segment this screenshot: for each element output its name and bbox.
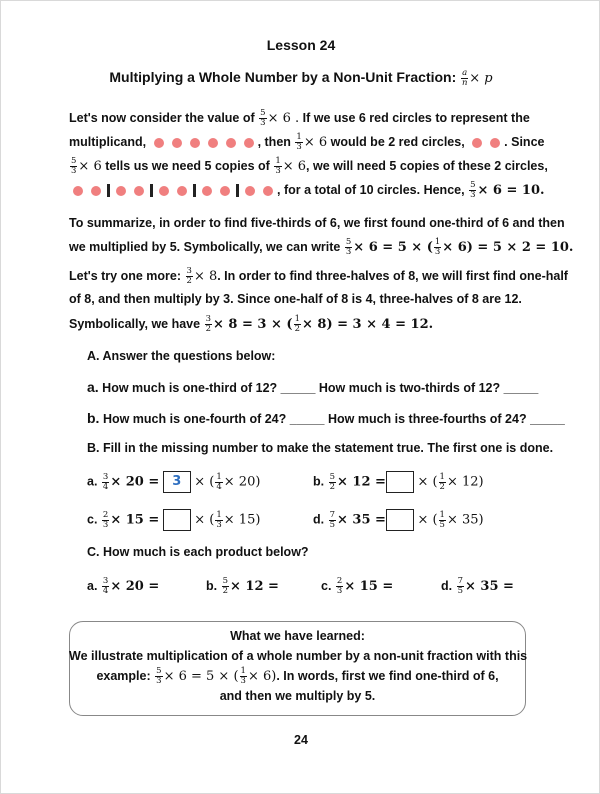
para3-line3 — [69, 315, 433, 334]
p1-text: tells us we need 5 copies of — [105, 158, 270, 173]
item-label: a. — [87, 474, 98, 489]
section-b-item-c — [87, 509, 260, 531]
learned-text: . In words, first we find one-third of 6, — [276, 668, 499, 683]
item-label: d. — [313, 512, 325, 527]
two-red-circles — [468, 135, 504, 149]
question-letter: a. — [87, 379, 99, 395]
fraction-1-3: $\frac{1}{3}$ — [216, 509, 222, 530]
fraction-a-n: 𝑎 𝑛 — [461, 68, 468, 88]
math-expr: × 6 = 10. — [477, 182, 545, 198]
math-expr: × 20 = — [110, 474, 160, 490]
fraction-3-2: $\frac{3}{2}$ — [205, 314, 211, 334]
math-expr: × 8 = 3 × ( — [213, 316, 293, 332]
math-expr: × ( — [417, 512, 438, 528]
section-c-heading: C. How much is each product below? — [87, 545, 309, 559]
fraction-3-4: $\frac{3}{4}$ — [102, 471, 109, 492]
math-expr: × 6 — [303, 134, 328, 150]
math-expr: × 12 = — [337, 474, 386, 490]
math-expr: × 8) = 3 × 4 = 12. — [301, 316, 434, 332]
math-expr: × 6) = 5 × 2 = 10. — [442, 239, 574, 255]
fraction-5-2: $\frac{5}{2}$ — [329, 471, 336, 492]
para3-line2: of 8, and then multiply by 3. Since one-half of 8 is 4, three-halves of 8 are 12. — [69, 292, 522, 306]
item-label: a. — [87, 578, 98, 593]
section-b-heading: B. Fill in the missing number to make the statement true. The first one is done. — [87, 441, 554, 455]
fraction-1-5: $\frac{1}{5}$ — [439, 509, 445, 530]
p3-text: Let's try one more: — [69, 268, 182, 283]
math-expr: × 15 = — [344, 578, 394, 594]
section-c-item-c — [321, 577, 393, 596]
page-number: 24 — [294, 733, 308, 747]
math-expr: × 6 = 5 × ( — [163, 668, 239, 684]
math-expr: × 8 — [193, 268, 218, 284]
para1-line3 — [69, 157, 548, 176]
p1-text: , for a total of 10 circles. Hence, — [277, 182, 465, 197]
item-label: c. — [321, 578, 332, 593]
fraction-3-2: $\frac{3}{2}$ — [186, 266, 192, 286]
math-expr: × 12) — [446, 474, 484, 490]
math-expr: × 20) — [223, 474, 261, 490]
fraction-5-3: $\frac{5}{3}$ — [156, 666, 162, 686]
para1-line2 — [69, 133, 544, 152]
math-expr: × 35 = — [465, 578, 514, 594]
p3-text: . In order to find three-halves of 8, we will first find one-half — [217, 268, 568, 283]
fraction-1-2: $\frac{1}{2}$ — [439, 471, 445, 492]
p1-text: Let's now consider the value of — [69, 110, 255, 125]
lesson-title: Lesson 24 — [266, 37, 336, 53]
section-a-heading: A. Answer the questions below: — [87, 349, 276, 363]
answer-box[interactable] — [386, 509, 414, 531]
section-a-question-b — [87, 410, 565, 426]
fraction-1-3: $\frac{1}{3}$ — [434, 237, 441, 257]
answer-box[interactable] — [163, 509, 191, 531]
math-expr: × 6) — [247, 668, 277, 684]
item-label: d. — [441, 578, 453, 593]
p1-text: , we will need 5 copies of these 2 circles, — [306, 158, 548, 173]
math-expr: × ( — [194, 512, 215, 528]
fraction-5-3: $\frac{5}{3}$ — [71, 156, 77, 176]
math-expr: × 6 — [78, 158, 102, 174]
ten-circles-grouped — [69, 183, 277, 197]
math-expr: × 15) — [223, 512, 261, 528]
fraction-2-3: $\frac{2}{3}$ — [102, 509, 109, 530]
question-letter: b. — [87, 410, 100, 426]
math-expr: × 12 = — [230, 578, 279, 594]
math-expr: × 15 = — [110, 512, 160, 528]
para2-line2 — [69, 238, 573, 257]
math-expr: × ( — [417, 474, 438, 490]
p1-text: , then — [257, 134, 291, 149]
answer-box[interactable]: 3 — [163, 471, 191, 493]
question-text: How much is one-fourth of 24? _____ How much is three-fourths of 24? _____ — [102, 412, 565, 426]
section-a-question-a — [87, 379, 538, 395]
para1-line1 — [69, 109, 530, 128]
learned-line1: We illustrate multiplication of a whole number by a non-unit fraction with this — [69, 649, 528, 663]
math-expr: × 6 = 5 × ( — [353, 239, 433, 255]
section-b-item-b — [313, 471, 484, 493]
section-title — [1, 69, 600, 88]
fraction-7-5: $\frac{7}{5}$ — [457, 576, 464, 596]
p3-text: Symbolically, we have — [69, 316, 201, 331]
p2-text: we multiplied by 5. Symbolically, we can write — [69, 239, 341, 254]
fraction-1-3: $\frac{1}{3}$ — [296, 132, 302, 152]
math-expr: × 6 . — [267, 110, 300, 126]
learned-title: What we have learned: — [230, 629, 365, 643]
fraction-1-3: $\frac{1}{3}$ — [275, 156, 281, 176]
fraction-1-3: $\frac{1}{3}$ — [240, 666, 246, 686]
p1-text: would be 2 red circles, — [330, 134, 465, 149]
fraction-5-3: $\frac{5}{3}$ — [470, 180, 476, 200]
math-expr: × ( — [194, 474, 215, 490]
section-b-item-d — [313, 509, 484, 531]
fraction-7-5: $\frac{7}{5}$ — [329, 509, 336, 530]
learned-line3: and then we multiply by 5. — [219, 689, 376, 703]
section-c-item-b — [206, 577, 279, 596]
section-c-item-d — [441, 577, 514, 596]
section-title-text: Multiplying a Whole Number by a Non-Unit Fraction: — [109, 69, 457, 86]
fraction-5-3: $\frac{5}{3}$ — [345, 237, 352, 257]
fraction-1-4: $\frac{1}{4}$ — [216, 471, 222, 492]
learned-line2 — [69, 667, 526, 686]
item-label: b. — [206, 578, 218, 593]
p1-text: If we use 6 red circles to represent the — [302, 110, 530, 125]
math-expr: × 35) — [446, 512, 484, 528]
fraction-5-2: $\frac{5}{2}$ — [222, 576, 229, 596]
learned-text: example: — [96, 668, 151, 683]
math-expr: × 6 — [282, 158, 307, 174]
math-expr: × 20 = — [110, 578, 160, 594]
answer-box[interactable] — [386, 471, 414, 493]
section-b-item-a — [87, 471, 260, 493]
fraction-3-4: $\frac{3}{4}$ — [102, 576, 109, 596]
p1-text: . Since — [504, 134, 545, 149]
para2-line1: To summarize, in order to find five-thirds of 6, we first found one-third of 6 and then — [69, 216, 565, 230]
fraction-2-3: $\frac{2}{3}$ — [336, 576, 343, 596]
item-label: c. — [87, 512, 98, 527]
item-label: b. — [313, 474, 325, 489]
para1-line4 — [69, 181, 545, 200]
math-expr: × 35 = — [337, 512, 386, 528]
p1-text: multiplicand, — [69, 134, 147, 149]
question-text: How much is one-third of 12? _____ How much is two-thirds of 12? _____ — [102, 381, 539, 395]
times-p: × 𝑝 — [469, 71, 493, 87]
fraction-1-2: $\frac{1}{2}$ — [294, 314, 300, 334]
six-red-circles — [150, 135, 258, 149]
para3-line1 — [69, 267, 568, 286]
section-c-item-a — [87, 577, 159, 596]
fraction-5-3: $\frac{5}{3}$ — [260, 108, 266, 128]
